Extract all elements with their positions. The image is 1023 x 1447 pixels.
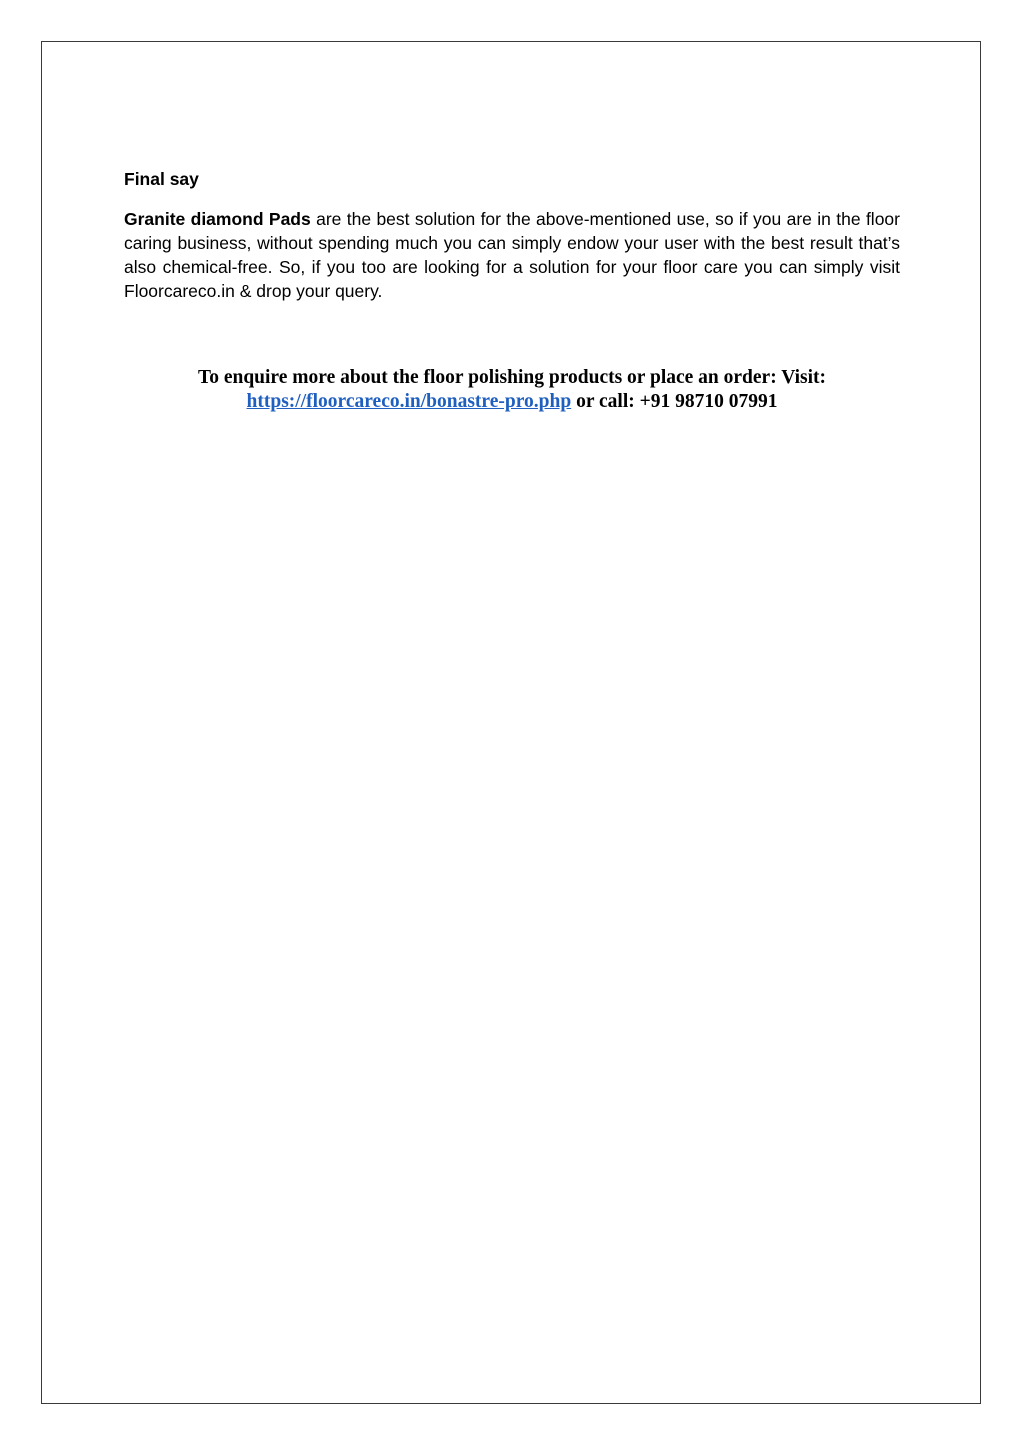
call-text: or call: +91 98710 07991: [571, 391, 778, 412]
section-heading: Final say: [124, 169, 199, 189]
product-name: Granite diamond Pads: [124, 209, 311, 229]
product-link[interactable]: https://floorcareco.in/bonastre-pro.php: [246, 391, 572, 412]
enquiry-block: [124, 366, 900, 414]
enquiry-contact-line: [124, 390, 900, 414]
document-body: [124, 168, 900, 303]
paragraph-text: are the best solution for the above-mentioned use, so if you are in the floor caring business, without spending much you can simply endow your user with the best result that’s also chemical-free. So, if you too are looking for a solution for your floor care you can simply visit Floorcareco.in & drop your query.: [124, 209, 900, 301]
enquiry-line: To enquire more about the floor polishing products or place an order: Visit:: [197, 367, 827, 388]
body-paragraph: [124, 207, 900, 303]
